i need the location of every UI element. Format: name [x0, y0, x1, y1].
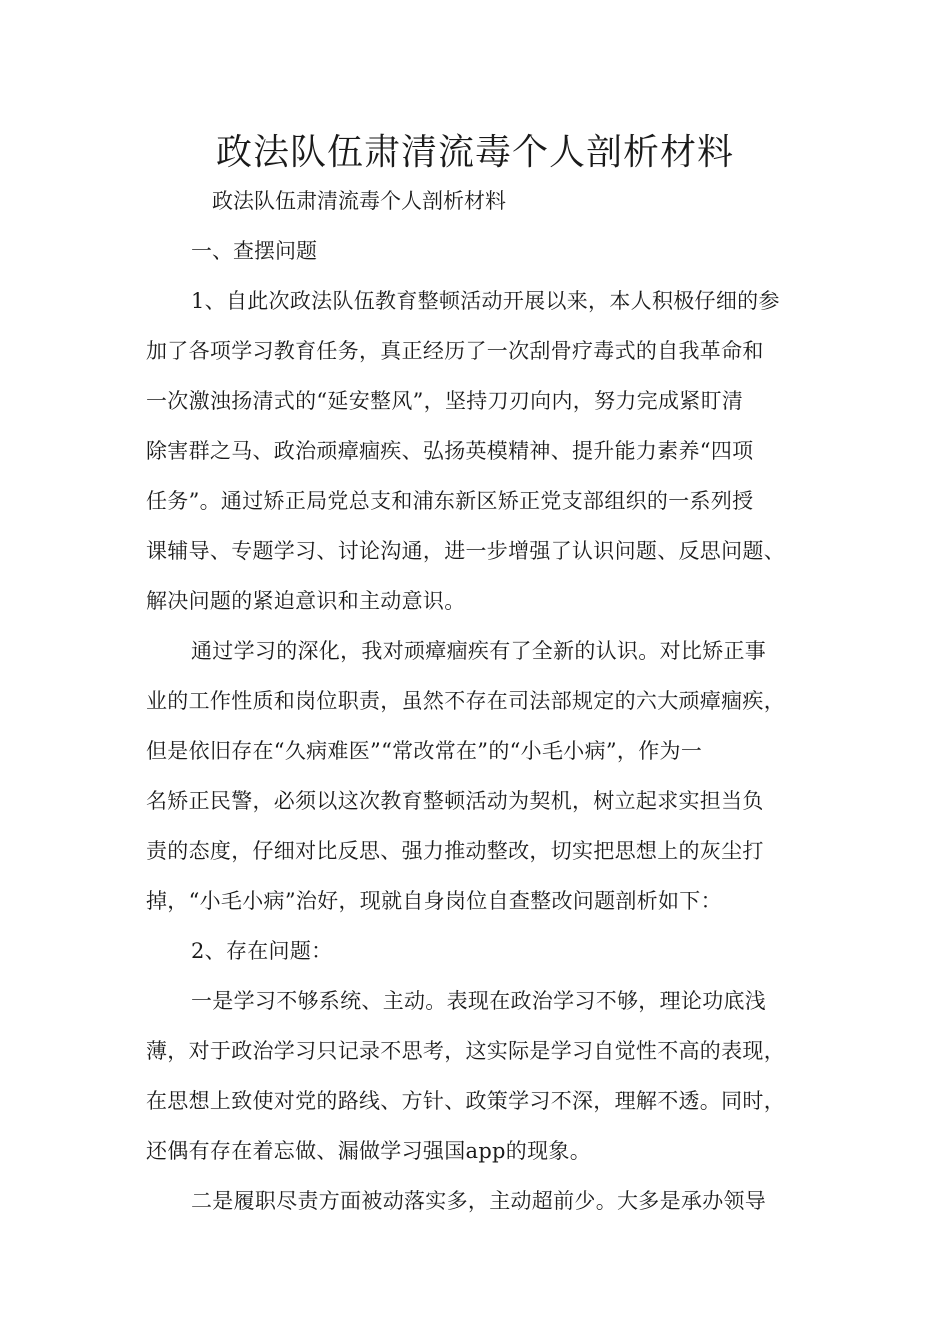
paragraph-line: 掉，“小毛小病”治好，现就自身岗位自查整改问题剖析如下：	[146, 889, 722, 913]
paragraph-line: 课辅导、专题学习、讨论沟通，进一步增强了认识问题、反思问题、	[146, 539, 785, 563]
paragraph-line: 薄，对于政治学习只记录不思考，这实际是学习自觉性不高的表现，	[146, 1039, 785, 1063]
paragraph-line: 一次激浊扬清式的“延安整风”，坚持刀刃向内，努力完成紧盯清	[146, 389, 744, 413]
section-heading: 一、查摆问题	[191, 239, 317, 263]
paragraph-line: 除害群之马、政治顽瘴痼疾、弘扬英模精神、提升能力素养“四项	[146, 439, 754, 463]
paragraph-line: 二是履职尽责方面被动落实多，主动超前少。大多是承办领导	[191, 1189, 767, 1213]
paragraph-line: 一是学习不够系统、主动。表现在政治学习不够，理论功底浅	[191, 989, 767, 1013]
document-title: 政法队伍肃清流毒个人剖析材料	[215, 132, 734, 173]
paragraph-line: 1、自此次政法队伍教育整顿活动开展以来，本人积极仔细的参	[191, 289, 780, 313]
document-subtitle: 政法队伍肃清流毒个人剖析材料	[212, 189, 506, 213]
paragraph-line: 业的工作性质和岗位职责，虽然不存在司法部规定的六大顽瘴痼疾，	[146, 689, 785, 713]
paragraph-line: 还偶有存在着忘做、漏做学习强国app的现象。	[146, 1139, 592, 1163]
paragraph-line: 解决问题的紧迫意识和主动意识。	[146, 589, 466, 613]
paragraph-line: 在思想上致使对党的路线、方针、政策学习不深，理解不透。同时，	[146, 1089, 785, 1113]
paragraph-line: 通过学习的深化，我对顽瘴痼疾有了全新的认识。对比矫正事	[191, 639, 767, 663]
paragraph-line: 责的态度，仔细对比反思、强力推动整改，切实把思想上的灰尘打	[146, 839, 764, 863]
paragraph-line: 名矫正民警，必须以这次教育整顿活动为契机，树立起求实担当负	[146, 789, 764, 813]
paragraph-line: 但是依旧存在“久病难医”“常改常在”的“小毛小病”，作为一	[146, 739, 703, 763]
paragraph-line: 加了各项学习教育任务，真正经历了一次刮骨疗毒式的自我革命和	[146, 339, 764, 363]
paragraph-line: 2、存在问题：	[191, 939, 333, 963]
paragraph-line: 任务”。通过矫正局党总支和浦东新区矫正党支部组织的一系列授	[146, 489, 754, 513]
